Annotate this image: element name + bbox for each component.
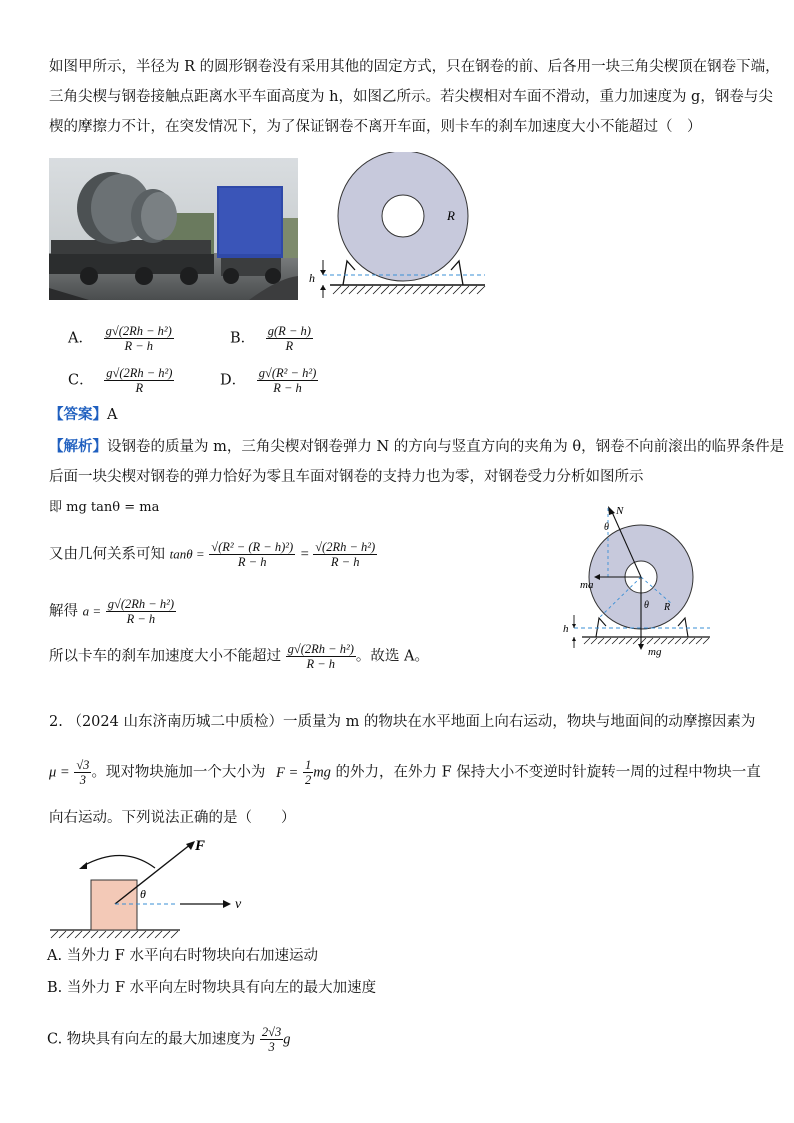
force-label-theta-top: θ	[604, 522, 609, 533]
q1-stem-line3: 楔的摩擦力不计，在突发情况下，为了保证钢卷不离开车面，则卡车的刹车加速度大小不能超过（ ）	[49, 119, 702, 135]
q1-answer	[49, 405, 117, 425]
eq2-fraction-2: $\frac{\text{√(2Rh − h²)}}{R - h}$	[315, 540, 376, 569]
option-a-label: A．	[68, 330, 93, 347]
steel-coil-truck-photo	[49, 158, 298, 300]
force-label-r: R	[664, 602, 671, 613]
q2-stem-line3: 向右运动。下列说法正确的是（ ）	[49, 810, 296, 826]
force-label-ma: ma	[580, 579, 594, 591]
option-c-fraction: $\frac{\text{g√(2Rh − h²)}}{R}$	[106, 366, 173, 395]
eq2-fraction-1: $\frac{\text{√(R² − (R − h)²)}}{R - h}$	[211, 540, 294, 569]
mu-fraction: $\frac{√3}{3}$	[76, 758, 90, 787]
answer-value: A	[107, 407, 118, 423]
q1-stem-line2: 三角尖楔与钢卷接触点距离水平车面高度为 h，如图乙所示。若尖楔相对车面不滑动，重力加速度为 g，钢卷与尖	[49, 89, 773, 105]
q2-stem-line1: 2. （2024 山东济南历城二中质检）一质量为 m 的物块在水平地面上向右运动，物块与地面间的动摩擦因素为	[49, 714, 756, 730]
q1-option-b[interactable]	[230, 324, 313, 353]
option-c-q2-fraction: $\frac{2√3}{3}$	[261, 1025, 282, 1054]
q1-stem-line1: 如图甲所示，半径为 R 的圆形钢卷没有采用其他的固定方式，只在钢卷的前、后各用一块三角尖楔顶在钢卷下端，	[49, 59, 780, 75]
label-theta: θ	[140, 887, 146, 901]
q2-source: （2024 山东济南历城二中质检）	[67, 714, 283, 730]
q1-eq2: 又由几何关系可知 tanθ = $\frac{\text{√(R² − (R − h)²)}}{R - h}$ = $\frac{\text{√(2Rh − h²)}}{R - h}$	[49, 540, 376, 569]
force-label-theta-bottom: θ	[644, 600, 649, 611]
q2-option-b[interactable]: B. 当外力 F 水平向左时物块具有向左的最大加速度	[47, 980, 377, 996]
label-h: h	[309, 271, 315, 285]
force-label-mg: mg	[648, 646, 662, 658]
force-label-n: N	[616, 505, 624, 517]
answer-label: 【答案】	[49, 406, 107, 423]
q2-number: 2.	[49, 714, 63, 730]
label-r: R	[447, 208, 455, 223]
force-fraction: $\frac{1}{2}$	[304, 758, 312, 787]
eq3-fraction: $\frac{\text{g√(2Rh − h²)}}{R - h}$	[107, 597, 175, 626]
option-a-fraction: $\frac{\text{g√(2Rh − h²)}}{R - h}$	[105, 324, 172, 353]
force-analysis-diagram	[560, 500, 720, 660]
q2-stem-line2: μ = $\frac{√3}{3}$ 。现对物块施加一个大小为 F = $\frac{1}{2}$ mg 的外力，在外力 F 保持大小不变逆时针旋转一周的过程中物块一直	[49, 758, 761, 787]
option-c-label: C．	[68, 372, 94, 389]
option-d-fraction: $\frac{\text{g√(R² − h²)}}{R - h}$	[258, 366, 317, 395]
force-label-h: h	[563, 623, 569, 635]
q1-option-c[interactable]	[68, 366, 174, 395]
q1-analysis-line1: 【解析】设钢卷的质量为 m，三角尖楔对钢卷弹力 N 的方向与竖直方向的夹角为 θ，钢卷不向前滚出的临界条件是	[49, 438, 785, 455]
analysis-label: 【解析】	[49, 438, 107, 455]
coil-cross-section-diagram	[305, 152, 490, 300]
option-d-label: D．	[220, 372, 247, 389]
label-f: F	[195, 838, 206, 854]
option-b-label: B．	[230, 330, 256, 347]
q1-eq1: 即 mg tanθ = ma	[49, 500, 160, 515]
q1-conclusion: 所以卡车的刹车加速度大小不能超过 $\frac{\text{g√(2Rh − h²)}}{R - h}$ 。故选 A。	[49, 642, 429, 671]
q2-option-c[interactable]: C. 物块具有向左的最大加速度为 $\frac{2√3}{3}$ g	[47, 1025, 291, 1054]
q1-eq3: 解得 a = $\frac{\text{g√(2Rh − h²)}}{R - h}$	[49, 597, 175, 626]
conclusion-fraction: $\frac{\text{g√(2Rh − h²)}}{R - h}$	[287, 642, 354, 671]
label-v: v	[235, 897, 242, 912]
q1-option-a[interactable]	[68, 324, 174, 353]
block-force-diagram	[45, 834, 265, 940]
q1-analysis-line2: 后面一块尖楔对钢卷的弹力恰好为零且车面对钢卷的支持力也为零，对钢卷受力分析如图所示	[49, 469, 644, 485]
option-b-fraction: $\frac{g(R - h)}{R}$	[267, 324, 311, 353]
q2-option-a[interactable]: A. 当外力 F 水平向右时物块向右加速运动	[47, 948, 318, 964]
q1-option-d[interactable]	[220, 366, 318, 395]
